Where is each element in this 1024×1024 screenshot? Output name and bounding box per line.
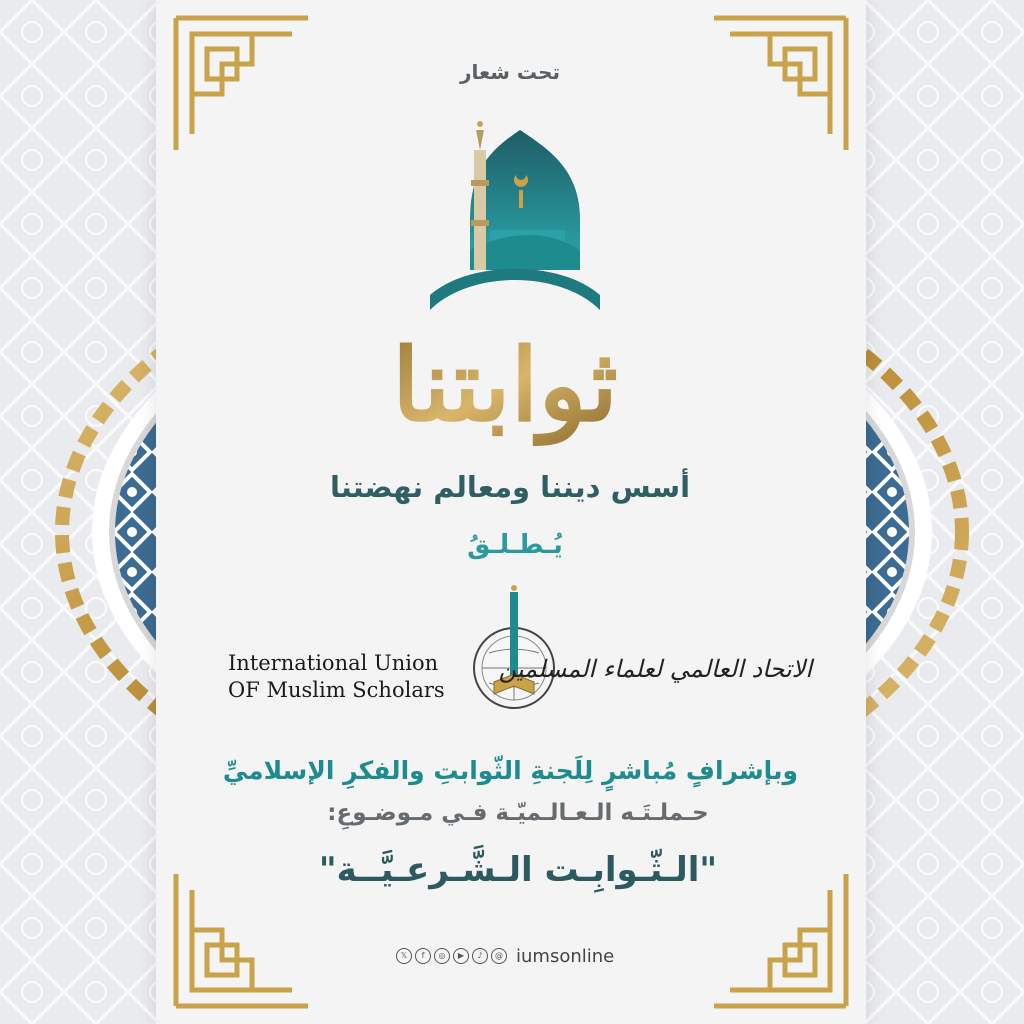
x-icon[interactable]: 𝕏 <box>396 948 412 964</box>
youtube-icon[interactable]: ▶ <box>453 948 469 964</box>
corner-ornament-bottom-right <box>710 870 850 1010</box>
corner-ornament-top-left <box>172 14 312 154</box>
launch-word: يُـطـلـقُ <box>467 530 563 560</box>
corner-ornament-bottom-left <box>172 870 312 1010</box>
social-handle[interactable]: iumsonline <box>516 945 615 967</box>
calligraphy-logo <box>370 300 640 470</box>
mosque-dome-icon <box>430 110 600 310</box>
organization-name-line2: OF Muslim Scholars <box>228 678 445 702</box>
organization-name-english <box>228 650 456 704</box>
instagram-icon[interactable]: ◎ <box>434 948 450 964</box>
social-links <box>396 944 614 968</box>
supervision-line: وبإشرافٍ مُباشرٍ لِلَجنةِ الثّوابتِ والفكرِ الإسلاميِّ <box>222 756 798 785</box>
facebook-icon[interactable]: f <box>415 948 431 964</box>
tiktok-icon[interactable]: ♪ <box>472 948 488 964</box>
campaign-topic: "الـثّـوابِـت الـشَّـرعـيَّــة" <box>318 850 718 890</box>
organization-emblem-icon <box>464 578 564 718</box>
slogan-label: تحت شعار <box>459 60 561 84</box>
corner-ornament-top-right <box>710 14 850 154</box>
organization-name-arabic: الاتحاد العالمي لعلماء المسلمين <box>498 655 812 683</box>
threads-icon[interactable]: @ <box>491 948 507 964</box>
svg-text:ثوابتنا: ثوابتنا <box>392 326 618 444</box>
campaign-line: حـملـتَـه الـعـالـميّـة فـي مـوضـوعِ: <box>327 800 709 826</box>
tagline: أسس ديننا ومعالم نهضتنا <box>329 470 691 504</box>
organization-name-line1: International Union <box>228 651 439 675</box>
